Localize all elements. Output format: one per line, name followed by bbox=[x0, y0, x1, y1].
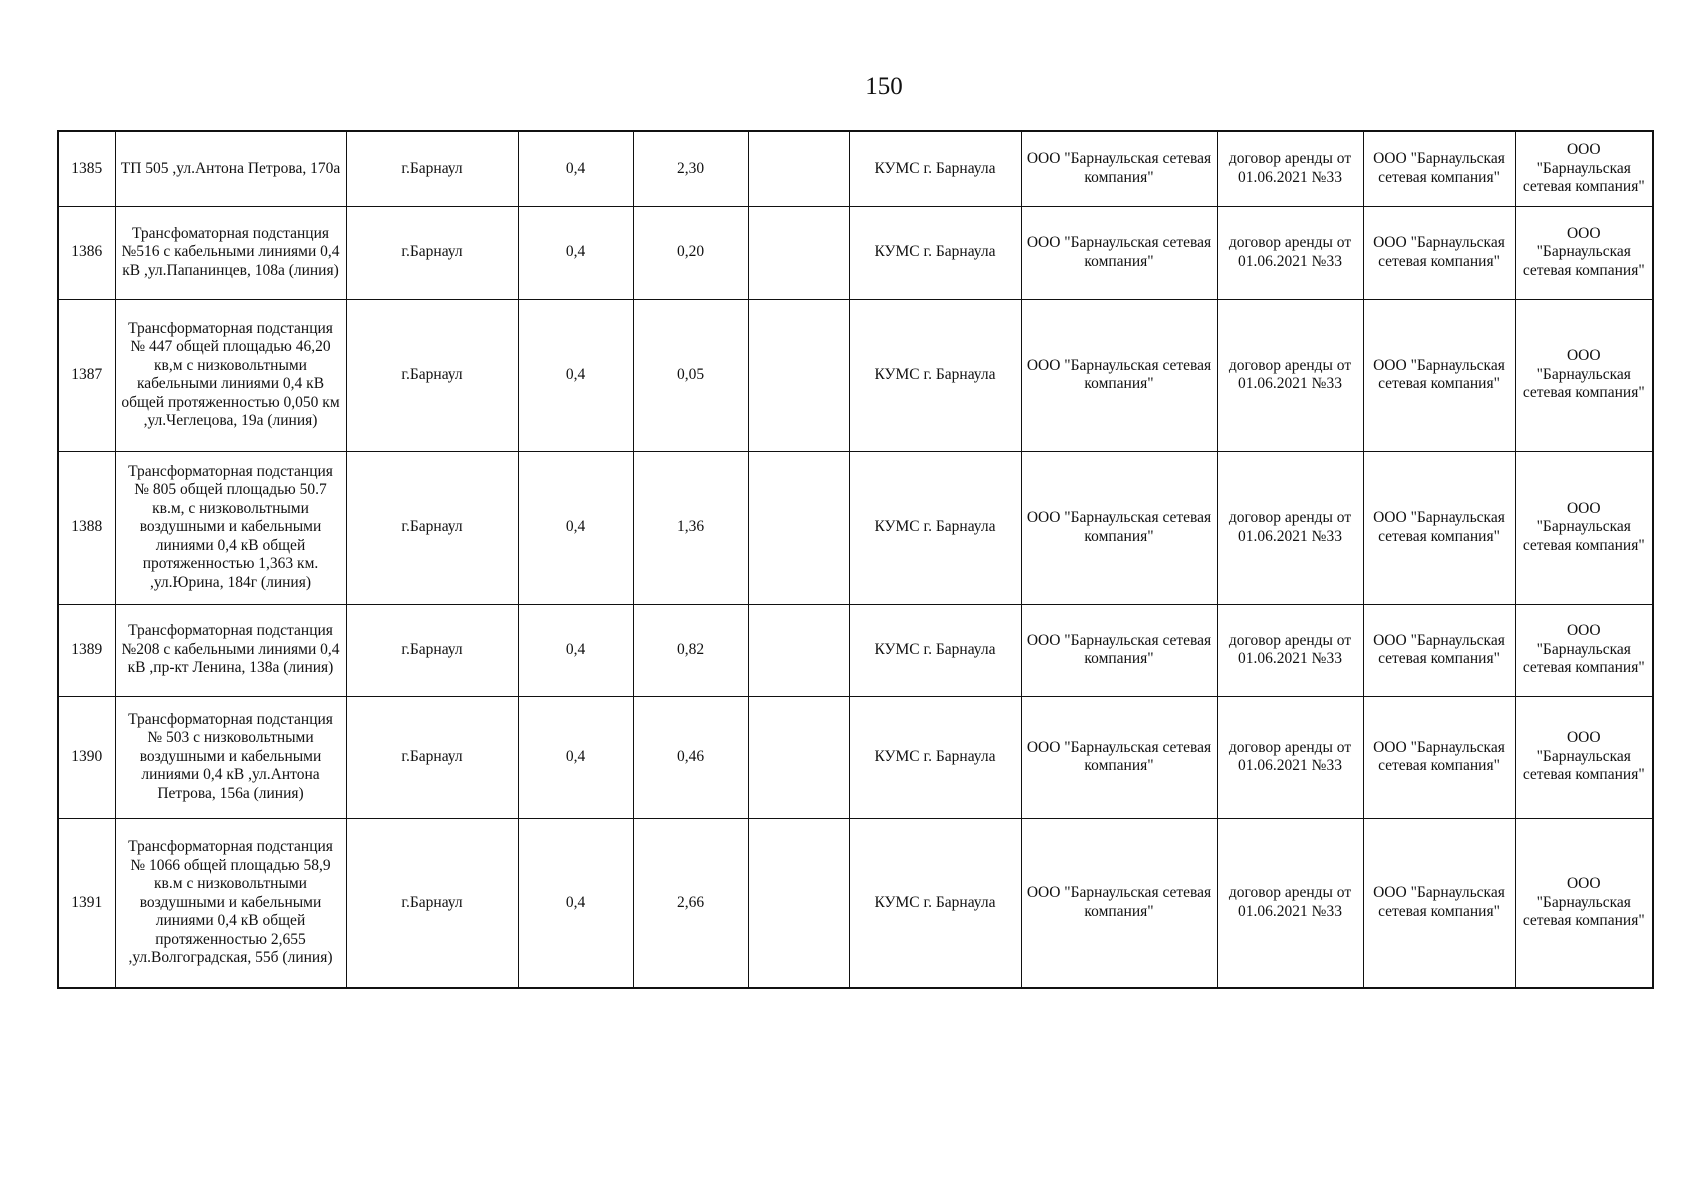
city-cell: г.Барнаул bbox=[346, 696, 518, 818]
city-cell: г.Барнаул bbox=[346, 131, 518, 206]
city-cell: г.Барнаул bbox=[346, 604, 518, 696]
company-cell: ООО "Барнаульская сетевая компания" bbox=[1515, 696, 1653, 818]
company-cell: ООО "Барнаульская сетевая компания" bbox=[1363, 818, 1515, 988]
operator-cell: ООО "Барнаульская сетевая компания" bbox=[1021, 206, 1217, 299]
object-name-cell: Трансформаторная подстанция № 1066 общей площадью 58,9 кв.м с низковольтными воздушными и кабельными линиями 0,4 кВ общей протяженностью 2,655 ,ул.Волгоградская, 55б (линия) bbox=[115, 818, 346, 988]
length-cell: 0,82 bbox=[633, 604, 748, 696]
operator-cell: ООО "Барнаульская сетевая компания" bbox=[1021, 696, 1217, 818]
empty-cell bbox=[748, 818, 849, 988]
city-cell: г.Барнаул bbox=[346, 818, 518, 988]
contract-cell: договор аренды от 01.06.2021 №33 bbox=[1217, 818, 1363, 988]
object-name-cell: Трансформаторная подстанция № 503 с низковольтными воздушными и кабельными линиями 0,4 кВ ,ул.Антона Петрова, 156а (линия) bbox=[115, 696, 346, 818]
company-cell: ООО "Барнаульская сетевая компания" bbox=[1515, 131, 1653, 206]
owner-cell: КУМС г. Барнаула bbox=[849, 604, 1021, 696]
company-cell: ООО "Барнаульская сетевая компания" bbox=[1515, 604, 1653, 696]
operator-cell: ООО "Барнаульская сетевая компания" bbox=[1021, 299, 1217, 451]
company-cell: ООО "Барнаульская сетевая компания" bbox=[1515, 818, 1653, 988]
company-cell: ООО "Барнаульская сетевая компания" bbox=[1363, 131, 1515, 206]
object-name-cell: Трансфоматорная подстанция №516 с кабельными линиями 0,4 кВ ,ул.Папанинцев, 108а (линия) bbox=[115, 206, 346, 299]
row-number-cell: 1386 bbox=[58, 206, 115, 299]
voltage-cell: 0,4 bbox=[518, 818, 633, 988]
contract-cell: договор аренды от 01.06.2021 №33 bbox=[1217, 696, 1363, 818]
operator-cell: ООО "Барнаульская сетевая компания" bbox=[1021, 131, 1217, 206]
object-name-cell: Трансформаторная подстанция №208 с кабельными линиями 0,4 кВ ,пр-кт Ленина, 138а (линия) bbox=[115, 604, 346, 696]
row-number-cell: 1390 bbox=[58, 696, 115, 818]
company-cell: ООО "Барнаульская сетевая компания" bbox=[1363, 604, 1515, 696]
row-number-cell: 1391 bbox=[58, 818, 115, 988]
table-row bbox=[58, 696, 1653, 818]
owner-cell: КУМС г. Барнаула bbox=[849, 451, 1021, 604]
empty-cell bbox=[748, 604, 849, 696]
voltage-cell: 0,4 bbox=[518, 604, 633, 696]
operator-cell: ООО "Барнаульская сетевая компания" bbox=[1021, 451, 1217, 604]
table-row bbox=[58, 818, 1653, 988]
owner-cell: КУМС г. Барнаула bbox=[849, 299, 1021, 451]
length-cell: 2,30 bbox=[633, 131, 748, 206]
registry-body bbox=[58, 131, 1653, 988]
company-cell: ООО "Барнаульская сетевая компания" bbox=[1363, 696, 1515, 818]
length-cell: 0,46 bbox=[633, 696, 748, 818]
owner-cell: КУМС г. Барнаула bbox=[849, 206, 1021, 299]
length-cell: 1,36 bbox=[633, 451, 748, 604]
voltage-cell: 0,4 bbox=[518, 696, 633, 818]
length-cell: 0,05 bbox=[633, 299, 748, 451]
voltage-cell: 0,4 bbox=[518, 131, 633, 206]
contract-cell: договор аренды от 01.06.2021 №33 bbox=[1217, 451, 1363, 604]
company-cell: ООО "Барнаульская сетевая компания" bbox=[1363, 206, 1515, 299]
company-cell: ООО "Барнаульская сетевая компания" bbox=[1515, 299, 1653, 451]
contract-cell: договор аренды от 01.06.2021 №33 bbox=[1217, 299, 1363, 451]
table-row bbox=[58, 299, 1653, 451]
object-name-cell: ТП 505 ,ул.Антона Петрова, 170а bbox=[115, 131, 346, 206]
object-name-cell: Трансформаторная подстанция № 447 общей площадью 46,20 кв,м с низковольтными кабельными линиями 0,4 кВ общей протяженностью 0,050 км ,ул.Чеглецова, 19а (линия) bbox=[115, 299, 346, 451]
city-cell: г.Барнаул bbox=[346, 451, 518, 604]
owner-cell: КУМС г. Барнаула bbox=[849, 818, 1021, 988]
table-row bbox=[58, 131, 1653, 206]
empty-cell bbox=[748, 451, 849, 604]
row-number-cell: 1387 bbox=[58, 299, 115, 451]
city-cell: г.Барнаул bbox=[346, 206, 518, 299]
empty-cell bbox=[748, 206, 849, 299]
contract-cell: договор аренды от 01.06.2021 №33 bbox=[1217, 604, 1363, 696]
length-cell: 0,20 bbox=[633, 206, 748, 299]
voltage-cell: 0,4 bbox=[518, 206, 633, 299]
owner-cell: КУМС г. Барнаула bbox=[849, 131, 1021, 206]
empty-cell bbox=[748, 299, 849, 451]
empty-cell bbox=[748, 696, 849, 818]
registry-table bbox=[57, 130, 1654, 989]
company-cell: ООО "Барнаульская сетевая компания" bbox=[1363, 299, 1515, 451]
table-row bbox=[58, 451, 1653, 604]
company-cell: ООО "Барнаульская сетевая компания" bbox=[1515, 206, 1653, 299]
table-row bbox=[58, 604, 1653, 696]
company-cell: ООО "Барнаульская сетевая компания" bbox=[1515, 451, 1653, 604]
page-number: 150 bbox=[865, 73, 903, 100]
object-name-cell: Трансформаторная подстанция № 805 общей площадью 50.7 кв.м, с низковольтными воздушными и кабельными линиями 0,4 кВ общей протяженностью 1,363 км. ,ул.Юрина, 184г (линия) bbox=[115, 451, 346, 604]
contract-cell: договор аренды от 01.06.2021 №33 bbox=[1217, 206, 1363, 299]
company-cell: ООО "Барнаульская сетевая компания" bbox=[1363, 451, 1515, 604]
length-cell: 2,66 bbox=[633, 818, 748, 988]
operator-cell: ООО "Барнаульская сетевая компания" bbox=[1021, 604, 1217, 696]
row-number-cell: 1388 bbox=[58, 451, 115, 604]
contract-cell: договор аренды от 01.06.2021 №33 bbox=[1217, 131, 1363, 206]
table-row bbox=[58, 206, 1653, 299]
row-number-cell: 1389 bbox=[58, 604, 115, 696]
row-number-cell: 1385 bbox=[58, 131, 115, 206]
city-cell: г.Барнаул bbox=[346, 299, 518, 451]
operator-cell: ООО "Барнаульская сетевая компания" bbox=[1021, 818, 1217, 988]
owner-cell: КУМС г. Барнаула bbox=[849, 696, 1021, 818]
voltage-cell: 0,4 bbox=[518, 299, 633, 451]
voltage-cell: 0,4 bbox=[518, 451, 633, 604]
empty-cell bbox=[748, 131, 849, 206]
